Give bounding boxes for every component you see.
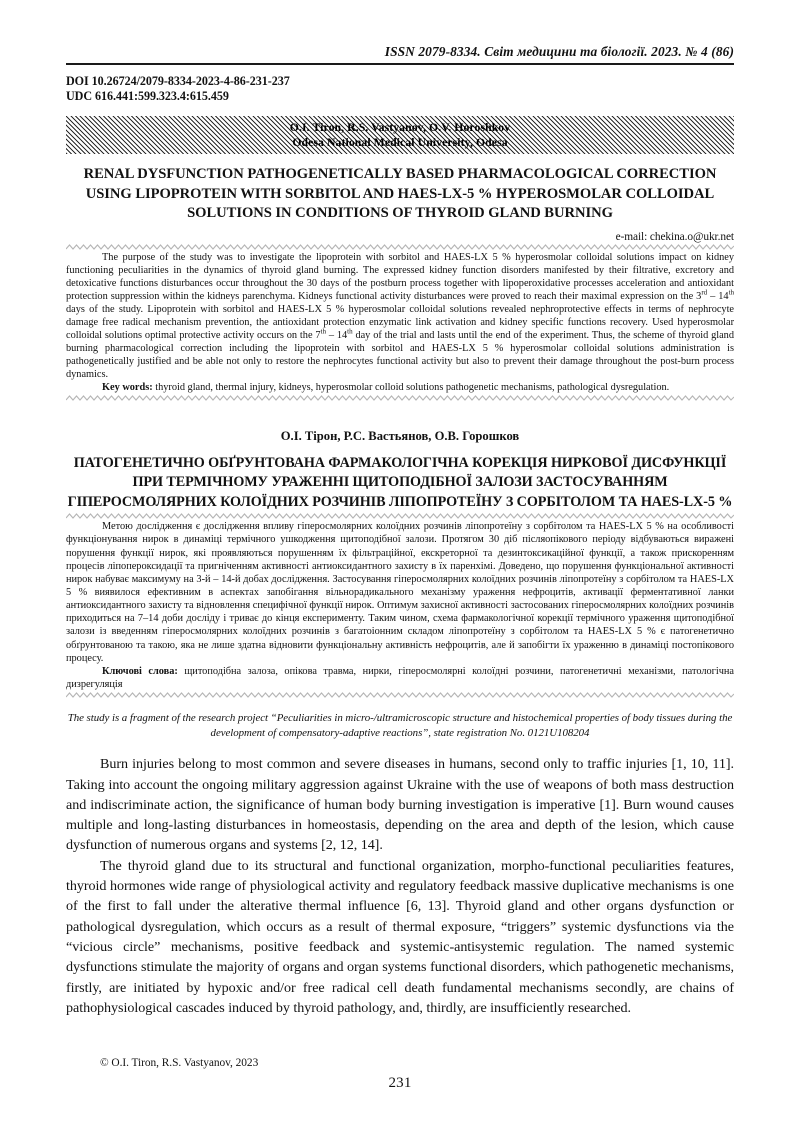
abstract-en-sup4: th (347, 327, 353, 336)
band-affiliation: Odesa National Medical University, Odesa (292, 136, 508, 150)
authors-hatched-band (66, 116, 734, 154)
abstract-en-sup3: th (320, 327, 326, 336)
abstract-en-part4: – 14 (325, 330, 348, 342)
ukrainian-keywords-text: щитоподібна залоза, опікова травма, нирки, гіперосмолярні колоїдні розчини, патогенетичні механізми, патологічна дизрегуляція (66, 665, 734, 691)
research-project-note: The study is a fragment of the research project “Peculiarities in micro-/ultramicroscopic structure and histochemical properties of body tissues during the development of compensatory-adaptive reactions”, state registration No. 0121U108204 (67, 712, 733, 739)
english-title: RENAL DYSFUNCTION PATHOGENETICALLY BASED PHARMACOLOGICAL CORRECTION USING LIPOPROTEIN WITH SORBITOL AND HAES-LX-5 % HYPEROSMOLAR COLLOIDAL SOLUTIONS IN CONDITIONS OF THYROID GLAND BURNING (83, 166, 717, 221)
udc-line: UDC 616.441:599.323.4:615.459 (66, 89, 229, 104)
page-content (66, 44, 734, 1018)
band-authors: O.I. Tiron, R.S. Vastyanov, O.V. Horoshkov (289, 121, 511, 135)
abstract-en-sup1: rd (701, 288, 708, 297)
page-footer (66, 1057, 734, 1092)
ukrainian-keywords (66, 665, 734, 691)
english-abstract (66, 251, 734, 381)
ukrainian-abstract: Метою дослідження є дослідження впливу гіперосмолярних колоїдних розчинів ліпопротеїну з сорбітолом та HAES-LX 5 % на особливості функціонування нирок в динаміці термічного ушкодження щитоподібної залози. Протягом 30 діб післяопікового періоду відбуваються виражені порушення функції нирок, які проявляються порушенням їх фільтраційної, екскреторної та дезинтоксикаційної функції, а також прискоренням процесів ліпопероксидації та пригніченням активності антиоксидантного захисту в їх паренхімі. Доведено, що порушення функціональної активності нирок набуває максимуму на 3-й – 14-й добах дослідження. Застосування гіперосмолярних колоїдних розчинів ліпопротеїну з сорбітолом та HAES-LX 5 % виявилося ефективним в аспектах запобігання вільнорадикального механізму ураження нефроцитів, активації ферментативної ланки антиоксидантного захисту та відновлення специфічної функції нирок. Оптимум захисної активності застосованих гіперосмолярних колоїдних розчинів приходиться на 7–14 доби досліду і триває до кінця експерименту. Таким чином, схема фармакологічної корекції термічного ураження щитоподібної залози із введенням гіперосмолярних колоїдних розчинів з багатоіонним складом ліпопротеїну з сорбітолом та HAES-LX 5 % є патогенетично обґрунтованою та такою, яка не лише здатна відновити функціональну активність нефроцитів, але й запобігти їх ураженню в динаміці постопікового процесу. (66, 521, 734, 664)
doi-line: DOI 10.26724/2079-8334-2023-4-86-231-237 (66, 74, 290, 88)
ukrainian-title: ПАТОГЕНЕТИЧНО ОБҐРУНТОВАНА ФАРМАКОЛОГІЧНА КОРЕКЦІЯ НИРКОВОЇ ДИСФУНКЦІЇ ПРИ ТЕРМІЧНОМУ УРАЖЕННІ ЩИТОПОДІБНОЇ ЗАЛОЗИ ЗАСТОСУВАННЯМ ГІПЕРОСМОЛЯРНИХ КОЛОЇДНИХ РОЗЧИНІВ ЛІПОПРОТЕЇНУ З СОРБІТОЛОМ ТА HAES-LX-5 % (67, 455, 733, 510)
copyright-line: © O.I. Tiron, R.S. Vastyanov, 2023 (100, 1057, 259, 1069)
zigzag-separator-top (66, 243, 734, 251)
page-number: 231 (388, 1075, 412, 1091)
english-keywords-text: thyroid gland, thermal injury, kidneys, hyperosmolar colloid solutions pathogenetic mechanisms, pathological dysregulation. (155, 382, 670, 394)
body-text (66, 754, 734, 1018)
english-keywords-label: Key words: (102, 382, 153, 394)
abstract-en-sup2: th (728, 288, 734, 297)
zigzag-separator-bottom (66, 691, 734, 699)
body-paragraph-1: Burn injuries belong to most common and severe diseases in humans, second only to traffic injuries [1, 10, 11]. Taking into account the ongoing military aggression against Ukraine with the use of weapons of both mass destruction and indiscriminate action, the significance of human body burning investigation is imperative [1]. Burn wound causes multiple and long-lasting disturbances in homeostasis, depending on the area and depth of the lesion, which cause dysfunction of numerous organs and systems [2, 12, 14]. (66, 756, 734, 854)
ukrainian-keywords-label: Ключові слова: (102, 665, 178, 677)
ukrainian-authors: О.І. Тірон, Р.С. Вастьянов, О.В. Горошков (280, 429, 520, 444)
abstract-en-part2: – 14 (707, 291, 729, 303)
zigzag-separator-ua-top (66, 512, 734, 520)
header-rule (66, 63, 734, 65)
contact-email: e-mail: chekina.o@ukr.net (615, 231, 734, 244)
body-paragraph-2: The thyroid gland due to its structural and functional organization, morpho-functional peculiarities features, thyroid hormones wide range of physiological activity and regulatory feedback massive duplicative mechanisms is one of the first to fall under the alterative thermal influence [6, 13]. Thyroid gland and other organs dysfunction or pathological dysregulation, which occurs as a result of thermal exposure, “triggers” systemic dysfunctions via the “vicious circle” mechanisms, positive feedback and systemic-antisystemic regulation. The named systemic dysfunctions stimulate the majority of organs and organ systems functional disorders, which pathogenetic mechanisms, firstly, are initiated by hypoxic and/or free radical cell death fundamental mechanisms secondly, are chains of pathophysiological cascades induced by thyroid pathology, and, thirdly, are insufficiently researched. (66, 857, 734, 1016)
abstract-en-part3: days of the study. Lipoprotein with sorbitol and HAES-LX 5 % hyperosmolar colloidal solutions revealed nephroprotective effects in terms of nephrocyte damage free radical mechanism prevention, the antioxidant protection enzymatic link activation and kidney specific functions recovery. Used hyperosmolar colloidal solutions optimal protective activity occurs on the 7 (66, 304, 734, 342)
english-keywords (66, 381, 734, 394)
zigzag-separator-middle (66, 394, 734, 402)
abstract-en-part5: day of the trial and lasts until the end of the experiment. Thus, the scheme of thyroid gland burning pharmacological correction including the lipoprotein with sorbitol and HAES-LX 5 % hyperosmolar colloidal solutions administration is pathogenetically justified and be able not only to restore the nephrocytes functional activity but also to prevent their damage throughout the post-burn process dynamics. (66, 330, 734, 381)
running-head: ISSN 2079-8334. Світ медицини та біології. 2023. № 4 (86) (384, 44, 734, 59)
abstract-en-part1: The purpose of the study was to investigate the lipoprotein with sorbitol and HAES-LX 5 % hyperosmolar colloidal solutions impact on kidney functioning peculiarities in the dynamics of thyroid gland burning. The expressed kidney function disorders manifested by their filtrative, excretory and detoxicative functions disturbances occur throughout the 30 days of the postburn process together with lipoperoxidative processes acceleration and antioxidant protection suppression within the kidneys parenchyma. Kidneys functional activity disturbances were proved to reach their maximal expression on the 3 (66, 252, 734, 303)
